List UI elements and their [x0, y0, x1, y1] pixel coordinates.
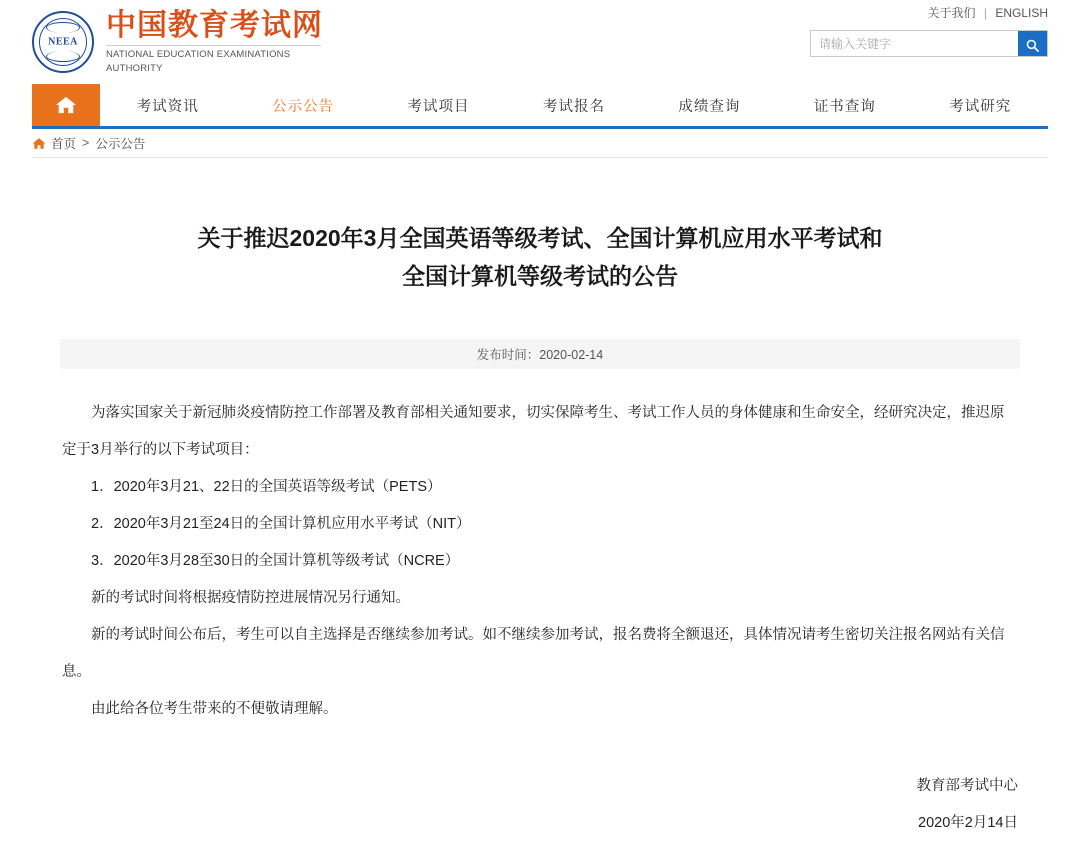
search-icon: [1025, 38, 1040, 53]
nav-item-gongshigonggao[interactable]: 公示公告: [272, 98, 335, 115]
site-logo[interactable]: [32, 8, 323, 76]
article-body: [32, 369, 1048, 728]
article-paragraph-4: 由此给各位考生带来的不便敬请理解。: [91, 701, 338, 718]
logo-title-en: NATIONAL EDUCATION EXAMINATIONS AUTHORITY: [106, 45, 321, 76]
search-box[interactable]: [810, 30, 1048, 57]
nav-item-chengjichaxun[interactable]: 成绩查询: [678, 98, 741, 115]
nav-item-kaoshixiangmu[interactable]: 考试项目: [407, 98, 470, 115]
nav-item-kaoshiyanjiu[interactable]: 考试研究: [949, 98, 1012, 115]
nav-item-kaoshibaoming[interactable]: 考试报名: [542, 98, 605, 115]
search-button[interactable]: [1018, 31, 1047, 56]
top-utility-links: [927, 4, 1048, 21]
main-navigation: [32, 84, 1048, 129]
publish-time: 发布时间：2020-02-14: [476, 348, 604, 363]
article-signature: [32, 728, 1048, 842]
home-icon: [55, 95, 77, 115]
english-link[interactable]: ENGLISH: [995, 6, 1048, 20]
nav-item-zhengshuchaxun[interactable]: 证书查询: [813, 98, 876, 115]
nav-item-kaoshizixun[interactable]: 考试资讯: [136, 98, 199, 115]
breadcrumb-current: 公示公告: [95, 137, 146, 151]
article-list-item-1: 1．2020年3月21、22日的全国英语等级考试（PETS）: [91, 479, 442, 496]
top-links-separator: |: [983, 6, 987, 20]
article-paragraph-1: 为落实国家关于新冠肺炎疫情防控工作部署及教育部相关通知要求，切实保障考生、考试工作人员的身体健康和生命安全，经研究决定，推迟原定于3月举行的以下考试项目：: [62, 405, 1005, 459]
article-list-item-3: 3．2020年3月28至30日的全国计算机等级考试（NCRE）: [91, 553, 460, 570]
article-container: [32, 173, 1048, 842]
nav-home-button[interactable]: [32, 84, 100, 126]
signature-date: 2020年2月14日: [918, 815, 1018, 832]
breadcrumb-home-link[interactable]: 首页: [51, 137, 77, 151]
breadcrumb-separator: >: [82, 136, 90, 150]
breadcrumb-home-icon: [32, 137, 46, 150]
seal-label: NEEA: [48, 36, 78, 48]
about-us-link[interactable]: 关于我们: [927, 6, 976, 20]
breadcrumb: [32, 129, 1048, 158]
article-list-item-2: 2．2020年3月21至24日的全国计算机应用水平考试（NIT）: [91, 516, 471, 533]
article-paragraph-2: 新的考试时间将根据疫情防控进展情况另行通知。: [91, 590, 410, 607]
page-title: [32, 173, 1048, 295]
article-title-line-2: 全国计算机等级考试的公告: [402, 263, 678, 290]
logo-title-cn: 中国教育考试网: [106, 9, 323, 42]
search-input[interactable]: [811, 31, 1018, 56]
site-header: [0, 0, 1080, 84]
article-paragraph-3: 新的考试时间公布后，考生可以自主选择是否继续参加考试。如不继续参加考试，报名费将全额退还，具体情况请考生密切关注报名网站有关信息。: [62, 627, 1005, 681]
article-title-line-1: 关于推迟2020年3月全国英语等级考试、全国计算机应用水平考试和: [197, 225, 883, 252]
signature-organization: 教育部考试中心: [916, 778, 1018, 795]
neea-seal-icon: [32, 11, 94, 73]
publish-meta-bar: [60, 339, 1020, 369]
